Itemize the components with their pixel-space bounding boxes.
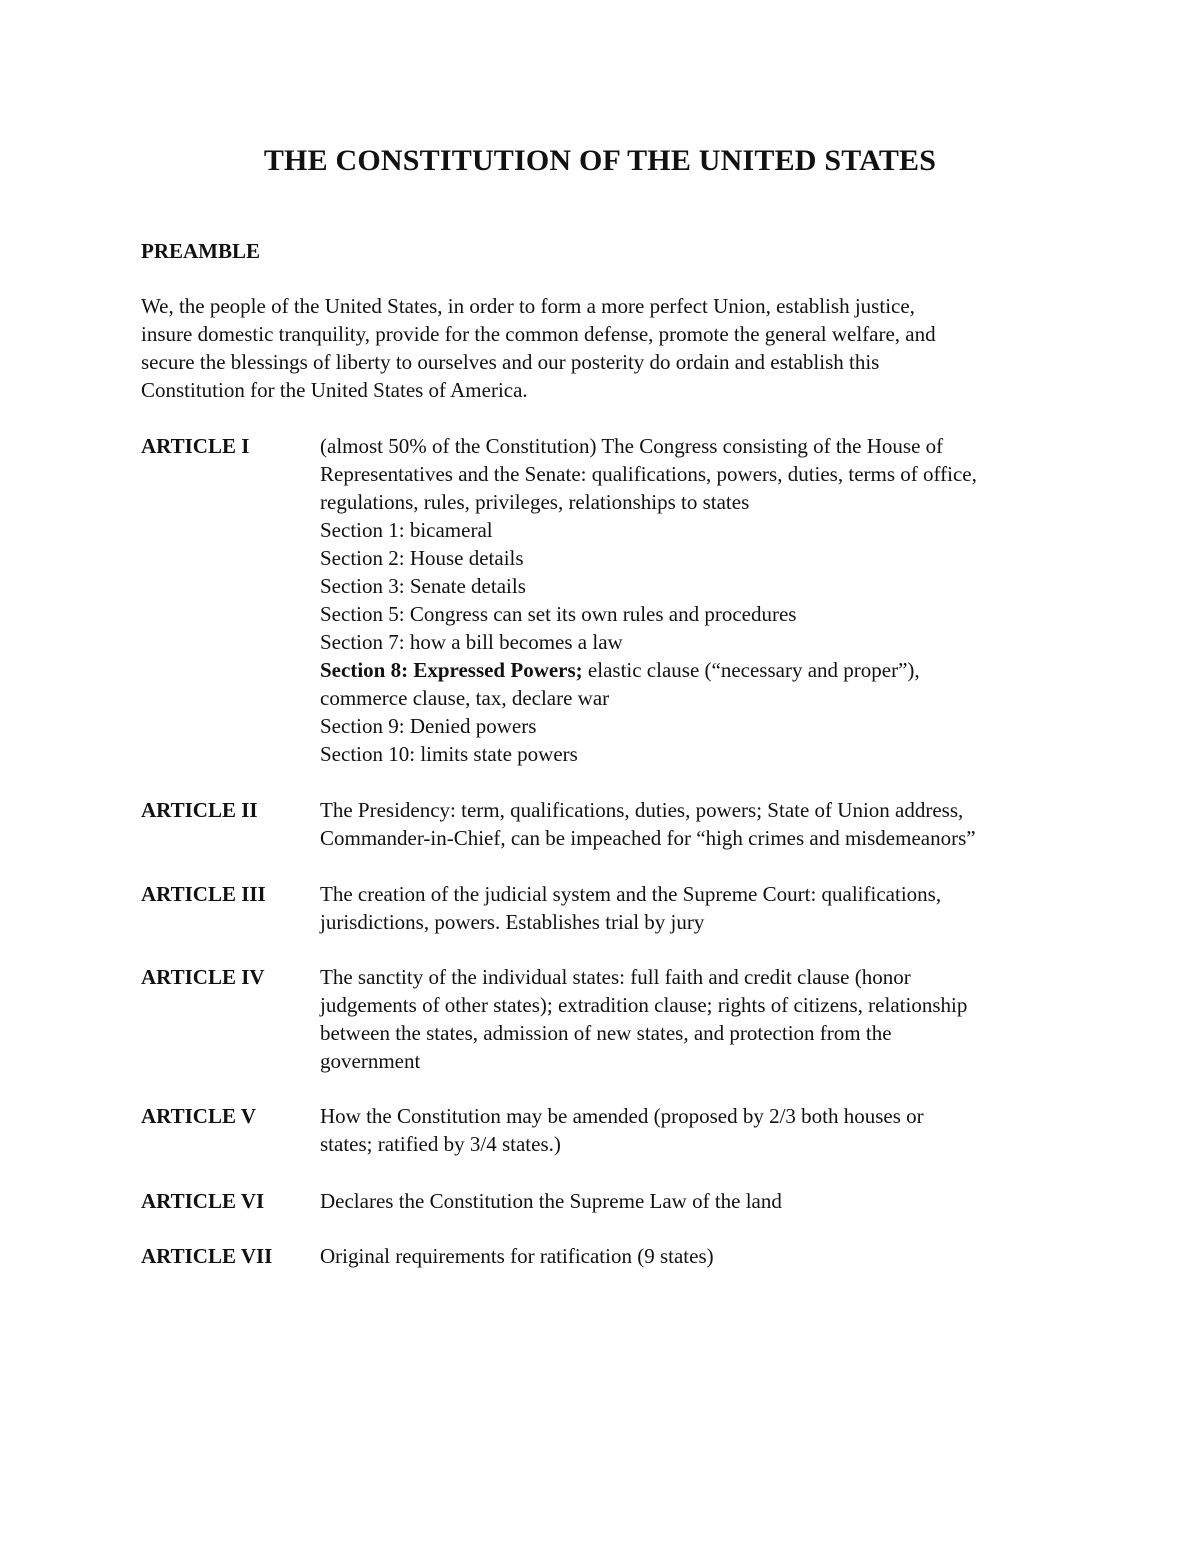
section-8-bold-label: Section 8: Expressed Powers; xyxy=(320,658,583,682)
preamble-line: secure the blessings of liberty to ourselves and our posterity do ordain and establish this xyxy=(141,350,880,374)
article-label: ARTICLE II xyxy=(141,798,258,822)
preamble-line: insure domestic tranquility, provide for the common defense, promote the general welfare, and xyxy=(141,322,936,346)
section-2-line: Section 2: House details xyxy=(320,546,524,570)
article-body xyxy=(320,1242,1080,1270)
article-line: regulations, rules, privileges, relationships to states xyxy=(320,490,750,514)
article-line: The Presidency: term, qualifications, duties, powers; State of Union address, xyxy=(320,798,964,822)
article-line: jurisdictions, powers. Establishes trial by jury xyxy=(320,910,705,934)
document-title: THE CONSTITUTION OF THE UNITED STATES xyxy=(263,144,937,177)
preamble-line: We, the people of the United States, in order to form a more perfect Union, establish justice, xyxy=(141,294,915,318)
article-line: government xyxy=(320,1049,421,1073)
article-line: (almost 50% of the Constitution) The Congress consisting of the House of xyxy=(320,434,944,458)
article-line: The sanctity of the individual states: full faith and credit clause (honor xyxy=(320,965,911,989)
article-body xyxy=(320,1102,1080,1158)
section-3-line: Section 3: Senate details xyxy=(320,574,526,598)
article-line: Declares the Constitution the Supreme Law of the land xyxy=(320,1189,782,1213)
section-10-line: Section 10: limits state powers xyxy=(320,742,578,766)
article-label: ARTICLE V xyxy=(141,1104,256,1128)
section-8-line xyxy=(320,656,1080,684)
section-5-line: Section 5: Congress can set its own rules and procedures xyxy=(320,602,797,626)
article-line: commerce clause, tax, declare war xyxy=(320,686,610,710)
article-line: Original requirements for ratification (9 states) xyxy=(320,1244,714,1268)
section-7-line: Section 7: how a bill becomes a law xyxy=(320,630,623,654)
article-body xyxy=(320,963,1080,1075)
article-body xyxy=(320,796,1080,852)
article-label: ARTICLE I xyxy=(141,434,250,458)
article-line: The creation of the judicial system and the Supreme Court: qualifications, xyxy=(320,882,942,906)
article-line: states; ratified by 3/4 states.) xyxy=(320,1132,561,1156)
article-label: ARTICLE IV xyxy=(141,965,265,989)
section-8-text: elastic clause (“necessary and proper”), xyxy=(582,658,920,682)
article-body xyxy=(320,880,1080,936)
article-line: Representatives and the Senate: qualifications, powers, duties, terms of office, xyxy=(320,462,977,486)
article-body xyxy=(320,1187,1080,1215)
article-line: judgements of other states); extradition clause; rights of citizens, relationship xyxy=(320,993,968,1017)
preamble-text xyxy=(141,292,1071,404)
article-line: between the states, admission of new states, and protection from the xyxy=(320,1021,892,1045)
preamble-line: Constitution for the United States of America. xyxy=(141,378,528,402)
article-line: How the Constitution may be amended (proposed by 2/3 both houses or xyxy=(320,1104,924,1128)
preamble-heading: PREAMBLE xyxy=(141,239,261,263)
article-label: ARTICLE III xyxy=(141,882,266,906)
article-body xyxy=(320,432,1080,768)
article-label: ARTICLE VII xyxy=(141,1244,273,1268)
section-9-line: Section 9: Denied powers xyxy=(320,714,537,738)
article-line: Commander-in-Chief, can be impeached for “high crimes and misdemeanors” xyxy=(320,826,976,850)
section-1-line: Section 1: bicameral xyxy=(320,518,493,542)
article-label: ARTICLE VI xyxy=(141,1189,265,1213)
